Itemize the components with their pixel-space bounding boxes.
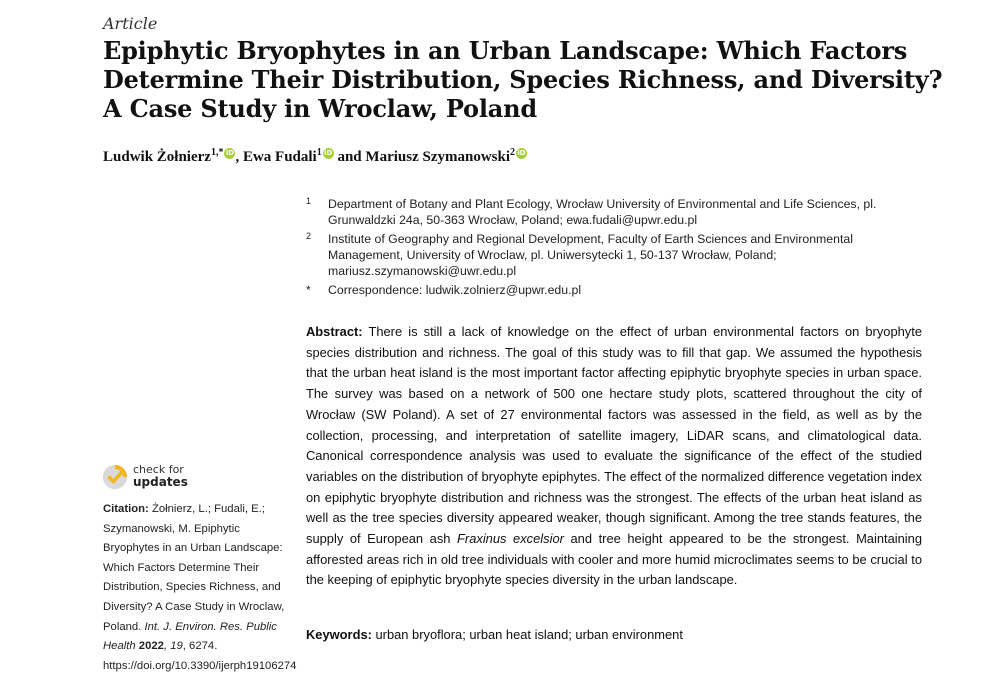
affiliation-mark: 2 xyxy=(306,231,312,241)
author-name[interactable]: Mariusz Szymanowski xyxy=(365,149,510,165)
orcid-icon[interactable]: iD xyxy=(517,149,526,157)
correspondence-mark: * xyxy=(306,283,311,297)
citation-block xyxy=(103,500,297,676)
author-list xyxy=(103,147,527,166)
keywords-text: urban bryoflora; urban heat island; urban environment xyxy=(371,627,683,642)
author-name[interactable]: Ewa Fudali xyxy=(242,149,317,165)
citation-doi[interactable]: , 6274. https://doi.org/10.3390/ijerph19106274 xyxy=(103,640,297,672)
check-mark-icon xyxy=(103,465,127,489)
affiliation-mark: 1 xyxy=(306,196,312,206)
check-for-updates-button[interactable] xyxy=(103,464,243,494)
check-updates-label xyxy=(133,464,188,489)
orcid-icon[interactable]: iD xyxy=(324,149,333,157)
paper-title xyxy=(103,36,983,123)
title-line: A Case Study in Wroclaw, Poland xyxy=(103,94,537,123)
author-affiliation-mark: 1 xyxy=(316,147,322,158)
correspondence-text: Correspondence: ludwik.zolnierz@upwr.edu.pl xyxy=(328,283,582,297)
check-updates-line2: updates xyxy=(133,475,188,489)
check-updates-line1: check for xyxy=(133,463,184,476)
author-affiliation-mark: 1,* xyxy=(210,147,224,158)
citation-volume: , 19 xyxy=(163,640,183,653)
affiliation-text: Institute of Geography and Regional Development, Faculty of Earth Sciences and Environmental Management, University of Wroclaw, pl. Uniwersytecki 1, 50-137 Wrocław, Poland; mariusz.szymanowski@uwr.edu.pl xyxy=(328,232,853,278)
keywords-label: Keywords: xyxy=(306,627,372,642)
title-line: Determine Their Distribution, Species Richness, and Diversity? xyxy=(103,65,943,94)
affiliation-item xyxy=(306,196,896,228)
article-type-label: Article xyxy=(103,14,158,33)
keywords-section xyxy=(306,625,926,645)
affiliation-item xyxy=(306,231,896,279)
citation-label: Citation: xyxy=(103,503,149,515)
author-separator: , xyxy=(235,149,243,165)
author-affiliation-mark: 2 xyxy=(510,147,515,158)
author-name[interactable]: Ludwik Żołnierz xyxy=(103,149,211,165)
citation-text: Żołnierz, L.; Fudali, E.; Szymanowski, M. Epiphytic Bryophytes in an Urban Landscape: Which Factors Determine Their Distribution, Species Richness, and Diversity? A Case Study in Wroclaw, Poland. xyxy=(103,503,285,633)
abstract-label: Abstract: xyxy=(306,324,363,339)
affiliation-text: Department of Botany and Plant Ecology, Wrocław University of Environmental and Life Sciences, pl. Grunwaldzki 24a, 50-363 Wrocław, Poland; ewa.fudali@upwr.edu.pl xyxy=(328,197,877,227)
species-name: Fraxinus excelsior xyxy=(457,531,564,547)
citation-year: 2022 xyxy=(135,640,164,653)
orcid-icon[interactable]: iD xyxy=(225,149,235,157)
abstract-text: There is still a lack of knowledge on the effect of urban environmental factors on bryophyte species distribution and richness. The goal of this study was to fill that gap. We assumed the hypothesis that the urban heat island is the most important factor affecting epiphytic bryophyte species in urban space. The survey was based on a network of 500 one hectare study plots, scattered throughout the city of Wrocław (SW Poland). A set of 27 environmental factors was assessed in the field, as well as by the collection, processing, and interpretation of satellite imagery, LiDAR scans, and climatological data. Canonical correspondence analysis was used to evaluate the significance of the effect of the studied variables on the distribution of bryophyte epiphytes. The effect of the normalized difference vegetation index on epiphytic bryophyte distribution and richness was the strongest. The effects of the urban heat island as well as the tree species diversity appeared weaker, though significant. Among the tree stands features, the supply of European ash xyxy=(306,324,922,547)
title-line: Epiphytic Bryophytes in an Urban Landscape: Which Factors xyxy=(103,36,908,65)
citation-journal: Int. J. Environ. Res. Public Health xyxy=(103,620,277,653)
abstract-section xyxy=(306,322,922,591)
correspondence-item xyxy=(306,282,896,298)
author-separator: and xyxy=(333,149,366,165)
abstract-text: and tree height appeared to be the strongest. Maintaining afforested areas rich in old tree individuals with cooler and more humid microclimates seems to be crucial to the keeping of epiphytic bryophyte species diversity in the urban landscape. xyxy=(306,531,922,588)
affiliation-list xyxy=(306,196,896,301)
